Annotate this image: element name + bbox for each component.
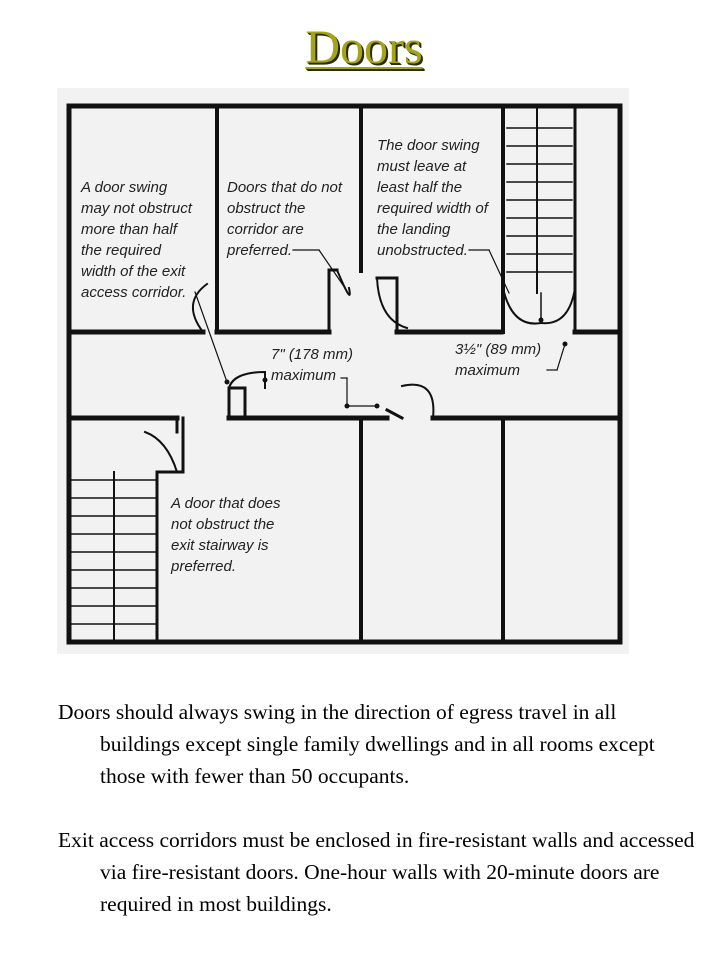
stair-treads-top-right bbox=[507, 128, 572, 272]
door-swing-stair-bottom bbox=[145, 432, 177, 472]
body-text bbox=[58, 696, 698, 952]
door-swing-left-room bbox=[193, 284, 207, 332]
floor-plan-svg bbox=[57, 88, 629, 654]
paragraph-egress: Doors should always swing in the direction of egress travel in all buildings except single family dwellings and in all rooms except those with fewer than 50 occupants. bbox=[58, 700, 655, 788]
page-title: Doors bbox=[305, 21, 423, 74]
label-left-corridor: A door swing may not obstruct more than half the required width of the exit access corridor. bbox=[81, 179, 192, 301]
door-swing-corridor-right bbox=[402, 385, 433, 418]
label-dim-7in: 7" (178 mm) maximum bbox=[271, 346, 354, 384]
floor-plan-diagram bbox=[57, 88, 629, 654]
label-right-room: The door swing must leave at least half the required width of the landing unobstructed. bbox=[377, 137, 488, 259]
label-dim-3-5in: 3½" (89 mm) maximum bbox=[455, 341, 542, 379]
label-middle-room: Doors that do not obstruct the corridor are preferred. bbox=[227, 179, 343, 259]
paragraph-corridors: Exit access corridors must be enclosed in fire-resistant walls and accessed via fire-resistant doors. One-hour walls with 20-minute doors are required in most buildings. bbox=[58, 828, 695, 916]
label-stair-door: A door that does not obstruct the exit stairway is preferred. bbox=[171, 495, 281, 575]
